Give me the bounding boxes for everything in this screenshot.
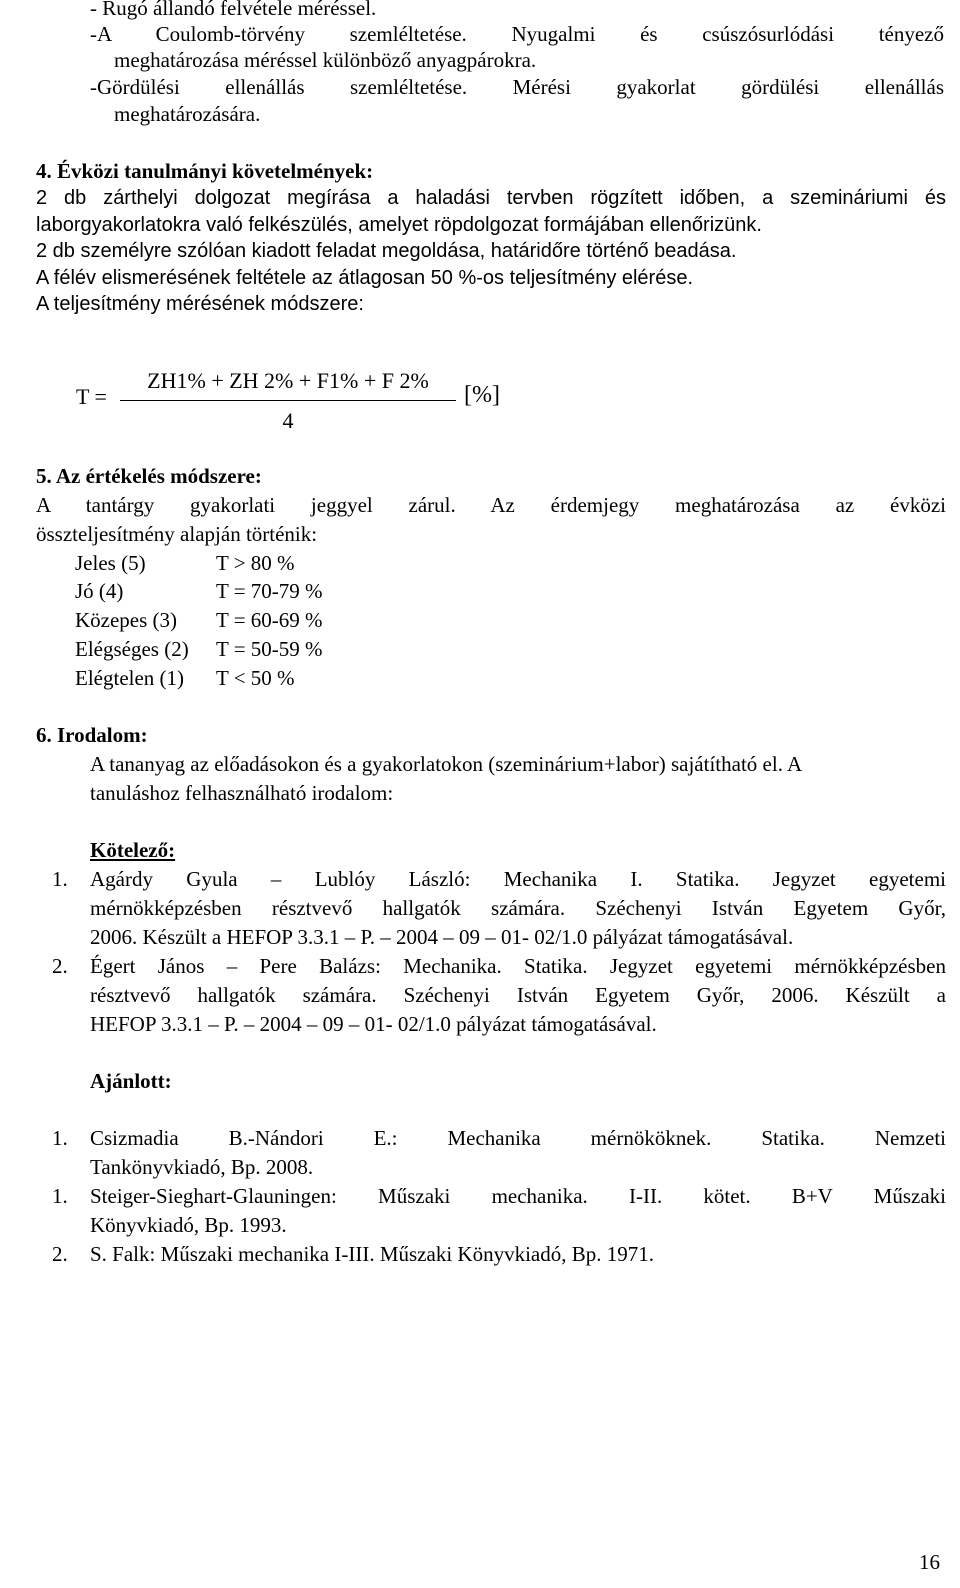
grade-label: Jeles (5) (75, 551, 146, 575)
section-heading: 6. Irodalom: (36, 723, 148, 747)
fraction-bar (120, 400, 456, 401)
recommended-heading: Ajánlott: (90, 1069, 172, 1093)
list-number: 2. (52, 1242, 68, 1266)
paragraph-line: tanuláshoz felhasználható irodalom: (90, 781, 394, 805)
grade-label: Elégséges (2) (75, 637, 189, 661)
grade-range: T > 80 % (216, 551, 295, 575)
paragraph-line: összteljesítmény alapján történik: (36, 522, 318, 546)
list-number: 1. (52, 867, 68, 891)
bullet-line: -Gördülési ellenállás szemléltetése. Mérési gyakorlat gördülési ellenállás (90, 75, 944, 99)
formula-numerator: ZH1% + ZH 2% + F1% + F 2% (147, 368, 429, 393)
reference-line: S. Falk: Műszaki mechanika I-III. Műszaki Könyvkiadó, Bp. 1971. (90, 1242, 654, 1266)
page-number: 16 (919, 1550, 940, 1574)
reference-line: 2006. Készült a HEFOP 3.3.1 – P. – 2004 – 09 – 01- 02/1.0 pályázat támogatásával. (90, 925, 794, 949)
paragraph-line: A teljesítmény mérésének módszere: (36, 293, 364, 315)
formula-unit: [%] (464, 382, 500, 408)
formula-denominator: 4 (282, 408, 294, 433)
grade-range: T < 50 % (216, 666, 295, 690)
reference-line: Tankönyvkiadó, Bp. 2008. (90, 1155, 314, 1179)
list-number: 1. (52, 1126, 68, 1150)
paragraph-line: laborgyakorlatokra való felkészülés, amelyet röpdolgozat formájában ellenőrizünk. (36, 214, 762, 236)
section-heading: 5. Az értékelés módszere: (36, 464, 262, 488)
reference-line: mérnökképzésben résztvevő hallgatók számára. Széchenyi István Egyetem Győr, (90, 896, 946, 920)
reference-line: HEFOP 3.3.1 – P. – 2004 – 09 – 01- 02/1.0 pályázat támogatásával. (90, 1012, 657, 1036)
reference-line: Agárdy Gyula – Lublóy László: Mechanika I. Statika. Jegyzet egyetemi (90, 867, 946, 891)
formula-lhs: T = (76, 384, 107, 409)
paragraph-line: A tananyag az előadásokon és a gyakorlatokon (szeminárium+labor) sajátítható el. A (90, 752, 803, 776)
bullet-line: meghatározására. (114, 102, 261, 126)
grade-label: Elégtelen (1) (75, 666, 185, 690)
section-heading: 4. Évközi tanulmányi követelmények: (36, 159, 374, 183)
grade-range: T = 50-59 % (216, 637, 323, 661)
paragraph-line: 2 db személyre szólóan kiadott feladat megoldása, határidőre történő beadása. (36, 240, 737, 262)
required-heading: Kötelező: (90, 838, 176, 862)
reference-line: résztvevő hallgatók számára. Széchenyi István Egyetem Győr, 2006. Készült a (90, 983, 946, 1007)
bullet-line: -A Coulomb-törvény szemléltetése. Nyugalmi és csúszósurlódási tényező (90, 22, 944, 46)
paragraph-line: A félév elismerésének feltétele az átlagosan 50 %-os teljesítmény elérése. (36, 267, 694, 289)
grade-range: T = 70-79 % (216, 579, 323, 603)
performance-formula (68, 368, 528, 438)
grade-label: Közepes (3) (75, 608, 178, 632)
list-number: 1. (52, 1184, 68, 1208)
paragraph-line: 2 db zárthelyi dolgozat megírása a haladási tervben rögzített időben, a szemináriumi és (36, 187, 946, 209)
grade-label: Jó (4) (75, 579, 124, 603)
grade-range: T = 60-69 % (216, 608, 323, 632)
paragraph-line: A tantárgy gyakorlati jeggyel zárul. Az érdemjegy meghatározása az évközi (36, 493, 946, 517)
reference-line: Csizmadia B.-Nándori E.: Mechanika mérnököknek. Statika. Nemzeti (90, 1126, 946, 1150)
reference-line: Könyvkiadó, Bp. 1993. (90, 1213, 287, 1237)
bullet-line: - Rugó állandó felvétele méréssel. (90, 0, 377, 20)
reference-line: Steiger-Sieghart-Glauningen: Műszaki mechanika. I-II. kötet. B+V Műszaki (90, 1184, 946, 1208)
reference-line: Égert János – Pere Balázs: Mechanika. Statika. Jegyzet egyetemi mérnökképzésben (90, 954, 946, 978)
bullet-line: meghatározása méréssel különböző anyagpárokra. (114, 48, 537, 72)
list-number: 2. (52, 954, 68, 978)
